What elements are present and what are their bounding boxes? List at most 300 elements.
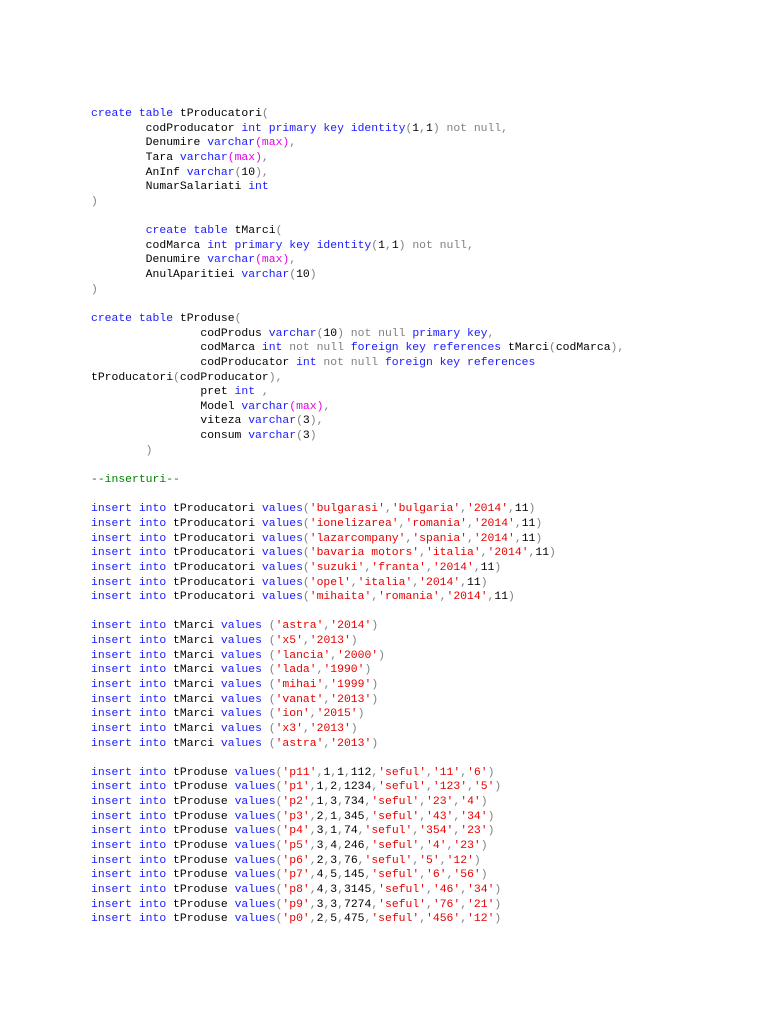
- code-token: 7274: [343, 898, 372, 911]
- code-token: tProduse: [173, 840, 235, 853]
- code-token: tProducatori: [173, 591, 262, 604]
- code-token: ,: [323, 883, 331, 896]
- code-token: not null: [289, 342, 351, 355]
- code-token: tProducatori: [173, 547, 262, 560]
- code-token: (: [302, 547, 310, 560]
- code-token: ,: [405, 532, 413, 545]
- code-token: values: [234, 796, 276, 809]
- code-token: tProduse: [179, 312, 235, 325]
- code-token: ,: [323, 840, 331, 853]
- code-token: ,: [514, 517, 522, 530]
- code-line: [91, 883, 751, 898]
- code-line: [91, 312, 751, 327]
- code-token: insert into: [91, 781, 174, 794]
- code-line: [91, 414, 751, 429]
- code-token: ,: [419, 869, 427, 882]
- code-token: ,: [323, 854, 331, 867]
- code-token: ),: [610, 342, 625, 355]
- code-token: 'vanat': [275, 693, 324, 706]
- code-token: ,: [330, 766, 338, 779]
- code-token: ,: [371, 781, 379, 794]
- code-token: ): [549, 547, 556, 560]
- code-token: ,: [337, 840, 344, 853]
- code-token: ,: [426, 898, 433, 911]
- code-token: ,: [309, 708, 317, 721]
- code-token: (: [268, 678, 276, 691]
- code-line: [91, 912, 751, 927]
- code-token: ,: [371, 766, 379, 779]
- code-token: '43': [426, 810, 454, 823]
- code-token: ,: [309, 781, 317, 794]
- code-token: insert into: [91, 883, 174, 896]
- code-token: ),: [255, 166, 269, 179]
- code-token: tMarci: [173, 678, 221, 691]
- code-token: ,: [446, 840, 454, 853]
- code-token: ,: [487, 327, 495, 340]
- code-token: (: [268, 722, 276, 735]
- code-token: insert into: [91, 737, 174, 750]
- code-token: values: [234, 854, 276, 867]
- code-line: [91, 356, 751, 371]
- code-token: ,: [467, 781, 474, 794]
- code-token: '2014': [467, 503, 509, 516]
- code-token: 3: [302, 415, 310, 428]
- code-token: values: [220, 649, 269, 662]
- code-token: ,: [419, 547, 426, 560]
- code-token: 2: [316, 913, 324, 926]
- code-token: '4': [460, 796, 481, 809]
- code-token: ,: [419, 796, 427, 809]
- code-token: (: [261, 108, 269, 120]
- code-token: ): [350, 722, 358, 735]
- code-token: values: [261, 591, 303, 604]
- code-token: (: [268, 635, 276, 648]
- code-token: ): [371, 693, 379, 706]
- code-token: create table: [91, 108, 180, 120]
- blank-line: [91, 458, 751, 473]
- code-token: ,: [337, 883, 344, 896]
- code-token: 'mihai': [275, 678, 324, 691]
- code-token: ,: [426, 883, 433, 896]
- code-token: ,: [364, 796, 372, 809]
- code-token: insert into: [91, 825, 174, 838]
- code-token: 'p2': [282, 796, 310, 809]
- code-token: 145: [343, 869, 365, 882]
- code-token: 11: [521, 532, 536, 545]
- code-token: Denumire: [91, 137, 208, 150]
- code-line: [91, 854, 751, 869]
- code-token: 2: [330, 781, 338, 794]
- code-token: ,: [460, 503, 468, 516]
- code-token: tMarci: [173, 664, 221, 677]
- code-token: 'p7': [282, 869, 310, 882]
- code-token: 1: [330, 810, 338, 823]
- code-token: tProduse: [173, 898, 235, 911]
- code-token: 'bulgaria': [391, 503, 461, 516]
- code-token: 'p6': [282, 854, 310, 867]
- code-token: ,: [323, 678, 331, 691]
- code-token: ,: [309, 810, 317, 823]
- code-token: values: [234, 883, 276, 896]
- code-token: ): [494, 913, 502, 926]
- code-token: ,: [514, 532, 522, 545]
- code-token: int: [261, 342, 290, 355]
- code-token: insert into: [91, 766, 174, 779]
- code-token: values: [234, 766, 276, 779]
- code-token: ,: [528, 547, 536, 560]
- code-token: '12': [446, 854, 474, 867]
- code-line: [91, 766, 751, 781]
- code-token: 'bavaria motors': [309, 547, 420, 560]
- code-line: [91, 590, 751, 605]
- code-token: ): [371, 737, 379, 750]
- code-token: 'ion': [275, 708, 310, 721]
- code-token: ): [371, 678, 379, 691]
- code-token: ,: [426, 781, 433, 794]
- code-token: ,: [384, 239, 392, 252]
- code-token: ,: [398, 517, 406, 530]
- code-token: ) not null: [337, 327, 413, 340]
- code-token: tProducatori: [173, 503, 262, 516]
- code-token: varchar: [179, 151, 228, 164]
- code-token: ,: [480, 547, 488, 560]
- code-token: tProducatori: [179, 108, 262, 120]
- code-token: ,: [289, 137, 297, 150]
- code-token: insert into: [91, 810, 174, 823]
- code-token: insert into: [91, 913, 174, 926]
- code-token: 11: [467, 576, 481, 589]
- code-token: (: [289, 269, 297, 282]
- code-token: 1: [330, 825, 338, 838]
- code-token: tProduse: [173, 781, 235, 794]
- blank-line: [91, 605, 751, 620]
- code-token: values: [234, 840, 276, 853]
- code-token: 734: [343, 796, 365, 809]
- code-token: values: [234, 825, 276, 838]
- code-token: (: [275, 913, 283, 926]
- code-token: primary key: [412, 327, 488, 340]
- code-token: ,: [384, 503, 392, 516]
- code-token: '2013': [330, 693, 372, 706]
- code-token: tProduse: [173, 825, 235, 838]
- code-token: ,: [460, 576, 468, 589]
- code-token: (: [302, 561, 310, 574]
- code-token: 'seful': [371, 796, 420, 809]
- code-token: ,: [323, 913, 331, 926]
- code-token: values: [261, 561, 303, 574]
- code-token: ): [494, 898, 502, 911]
- code-token: (: [275, 810, 283, 823]
- code-token: ,: [412, 825, 420, 838]
- code-token: tProducatori: [173, 576, 262, 589]
- code-token: (: [268, 737, 276, 750]
- code-token: ,: [350, 576, 358, 589]
- code-token: ,: [337, 796, 344, 809]
- code-line: [91, 253, 751, 268]
- code-line: [91, 283, 751, 298]
- code-token: tProduse: [173, 766, 235, 779]
- code-token: '23': [460, 825, 488, 838]
- code-token: varchar: [207, 254, 256, 267]
- code-token: varchar: [186, 166, 235, 179]
- code-token: (: [173, 371, 180, 384]
- code-token: ,: [323, 737, 331, 750]
- code-token: 'x5': [275, 635, 303, 648]
- code-token: ,: [439, 591, 447, 604]
- code-token: insert into: [91, 678, 174, 691]
- code-token: (: [234, 312, 242, 325]
- code-token: (: [275, 869, 283, 882]
- code-token: ,: [323, 825, 331, 838]
- code-token: codProducator: [91, 356, 297, 369]
- code-token: tMarci: [173, 635, 221, 648]
- code-token: varchar: [241, 269, 290, 282]
- code-token: ,: [337, 898, 344, 911]
- code-token: ): [494, 883, 502, 896]
- code-token: '46': [432, 883, 461, 896]
- code-token: 1234: [343, 781, 372, 794]
- code-token: 3: [316, 840, 324, 853]
- code-token: ): [357, 708, 365, 721]
- code-token: '11': [432, 766, 461, 779]
- code-token: 112: [350, 766, 372, 779]
- code-line: [91, 737, 751, 752]
- code-token: tProduse: [173, 883, 235, 896]
- code-token: 'p0': [282, 913, 310, 926]
- code-token: ): [508, 591, 515, 604]
- blank-line: [91, 488, 751, 503]
- code-token: foreign key references: [384, 356, 536, 369]
- code-line: [91, 385, 751, 400]
- code-token: ,: [364, 561, 372, 574]
- code-line: [91, 166, 751, 181]
- code-token: (max): [255, 254, 290, 267]
- code-token: 5: [330, 913, 338, 926]
- code-token: 3: [316, 825, 324, 838]
- code-token: (: [268, 649, 276, 662]
- code-token: 246: [343, 840, 365, 853]
- code-token: ,: [473, 561, 481, 574]
- code-line: [91, 341, 751, 356]
- code-token: 'seful': [378, 781, 427, 794]
- code-token: ,: [453, 825, 461, 838]
- code-token: 'p9': [282, 898, 310, 911]
- code-token: '2014': [473, 532, 515, 545]
- code-token: tMarci: [173, 693, 221, 706]
- code-token: (: [275, 781, 283, 794]
- code-token: codProducator: [91, 122, 242, 135]
- code-token: 74: [343, 825, 358, 838]
- code-line: [91, 707, 751, 722]
- code-token: values: [234, 869, 276, 882]
- code-token: ,: [261, 151, 269, 164]
- code-token: (: [268, 620, 276, 633]
- code-token: 'ionelizarea': [309, 517, 399, 530]
- code-token: 'seful': [364, 854, 413, 867]
- code-line: [91, 517, 751, 532]
- code-token: 11: [521, 517, 536, 530]
- code-token: '456': [426, 913, 461, 926]
- code-token: ): [91, 444, 153, 457]
- code-token: '2015': [316, 708, 358, 721]
- code-token: 'seful': [364, 825, 413, 838]
- code-token: codMarca: [91, 342, 262, 355]
- code-token: 11: [535, 547, 550, 560]
- code-token: ,: [460, 883, 468, 896]
- code-token: ,: [467, 517, 474, 530]
- code-token: values: [261, 517, 303, 530]
- code-token: ,: [309, 869, 317, 882]
- code-token: ,: [419, 913, 427, 926]
- code-token: tProduse: [173, 869, 235, 882]
- code-token: 'seful': [371, 840, 420, 853]
- code-token: varchar: [268, 327, 317, 340]
- code-token: ): [480, 796, 488, 809]
- code-token: codMarca: [555, 342, 611, 355]
- code-token: ,: [289, 254, 297, 267]
- code-line: [91, 795, 751, 810]
- code-token: (: [275, 854, 283, 867]
- code-token: 475: [343, 913, 365, 926]
- code-token: tMarci: [173, 649, 221, 662]
- code-token: (: [302, 517, 310, 530]
- code-token: ): [494, 561, 502, 574]
- code-token: 'lancia': [275, 649, 331, 662]
- code-token: ,: [439, 854, 447, 867]
- code-token: 'italia': [425, 547, 481, 560]
- code-line: [91, 619, 751, 634]
- code-token: (: [296, 415, 303, 428]
- code-token: 'opel': [309, 576, 351, 589]
- code-token: '123': [432, 781, 468, 794]
- code-token: 'p5': [282, 840, 310, 853]
- code-token: insert into: [91, 576, 174, 589]
- code-token: ): [487, 810, 495, 823]
- code-token: ,: [337, 854, 344, 867]
- code-token: consum: [91, 430, 249, 443]
- code-token: 'astra': [275, 620, 324, 633]
- code-token: ,: [453, 810, 461, 823]
- code-token: tMarci: [507, 342, 549, 355]
- code-token: ,: [323, 693, 331, 706]
- code-token: ,: [467, 532, 474, 545]
- code-token: 10: [323, 327, 338, 340]
- code-token: insert into: [91, 649, 174, 662]
- code-token: tProducatori: [91, 371, 174, 384]
- code-token: (: [275, 898, 283, 911]
- code-token: ,: [309, 898, 317, 911]
- code-token: ,: [323, 810, 331, 823]
- code-token: ,: [337, 810, 344, 823]
- code-token: ,: [323, 620, 331, 633]
- code-token: 'seful': [371, 810, 420, 823]
- code-token: (: [268, 693, 276, 706]
- code-line: [91, 839, 751, 854]
- code-token: ): [91, 195, 98, 208]
- code-token: values: [234, 781, 276, 794]
- code-token: 1: [323, 766, 331, 779]
- code-token: values: [220, 635, 269, 648]
- code-token: 3: [330, 898, 338, 911]
- code-token: ,: [419, 810, 427, 823]
- code-token: int: [234, 386, 262, 399]
- code-token: '23': [426, 796, 454, 809]
- code-token: ,: [453, 796, 461, 809]
- code-token: '34': [460, 810, 488, 823]
- blank-line: [91, 209, 751, 224]
- code-token: (: [268, 664, 276, 677]
- code-line: [91, 824, 751, 839]
- blank-line: [91, 751, 751, 766]
- code-token: (: [405, 122, 413, 135]
- code-token: ,: [309, 854, 317, 867]
- code-line: [91, 649, 751, 664]
- code-token: '4': [426, 840, 447, 853]
- code-token: ) not null,: [398, 239, 474, 252]
- code-token: tMarci: [173, 737, 221, 750]
- code-line: [91, 195, 751, 210]
- code-token: codMarca: [91, 239, 208, 252]
- code-line: [91, 224, 751, 239]
- code-token: foreign key references: [350, 342, 508, 355]
- code-line: [91, 898, 751, 913]
- code-token: ): [480, 576, 488, 589]
- code-token: '5': [419, 854, 440, 867]
- code-token: ): [535, 517, 543, 530]
- code-token: (max): [289, 400, 324, 413]
- code-token: values: [220, 620, 269, 633]
- code-token: values: [220, 722, 269, 735]
- code-token: ,: [323, 796, 331, 809]
- code-token: '2000': [337, 649, 379, 662]
- code-token: (: [302, 532, 310, 545]
- code-token: ,: [323, 781, 331, 794]
- code-token: 10: [296, 269, 310, 282]
- code-token: ): [528, 503, 536, 516]
- code-token: 'romania': [378, 591, 440, 604]
- code-token: tProduse: [173, 913, 235, 926]
- code-token: ,: [337, 913, 344, 926]
- code-token: 4: [316, 869, 324, 882]
- code-token: ,: [309, 913, 317, 926]
- code-token: '2013': [330, 737, 372, 750]
- code-token: tProduse: [173, 796, 235, 809]
- code-token: 11: [480, 561, 495, 574]
- code-token: (: [549, 342, 556, 355]
- code-token: ,: [309, 796, 317, 809]
- code-token: 'lazarcompany': [309, 532, 406, 545]
- code-token: 5: [330, 869, 338, 882]
- code-line: [91, 444, 751, 459]
- code-token: tProducatori: [173, 517, 262, 530]
- code-token: ): [309, 269, 317, 282]
- code-token: ,: [302, 635, 310, 648]
- code-token: (: [302, 503, 310, 516]
- code-line: [91, 722, 751, 737]
- code-token: 3145: [343, 883, 372, 896]
- code-token: Tara: [91, 151, 180, 164]
- code-token: int primary key identity: [241, 122, 406, 135]
- code-token: ,: [419, 122, 426, 135]
- code-line: [91, 151, 751, 166]
- code-token: 3: [316, 898, 324, 911]
- code-token: 'franta': [371, 561, 426, 574]
- code-token: AnInf: [91, 166, 187, 179]
- code-token: ): [480, 869, 488, 882]
- code-token: '354': [419, 825, 454, 838]
- code-token: tProduse: [173, 810, 235, 823]
- code-token: (: [275, 225, 283, 238]
